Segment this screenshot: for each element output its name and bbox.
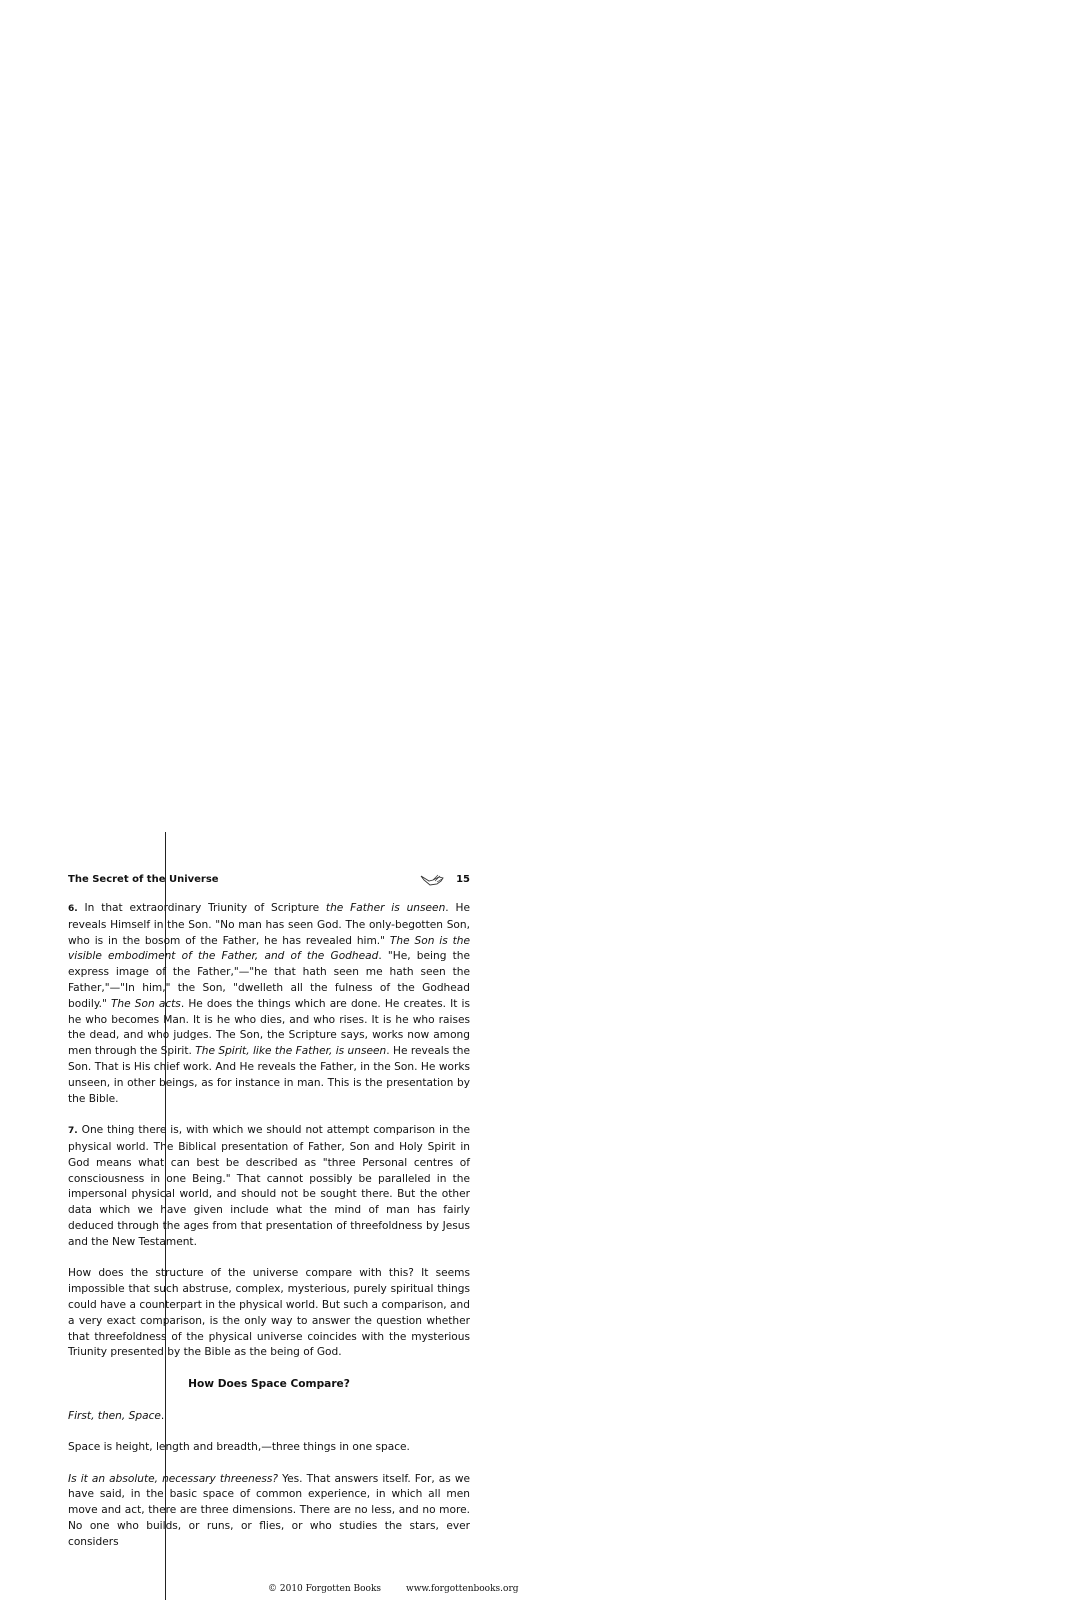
page-footer — [268, 1584, 519, 1596]
text: . He reveals the Son. That is His chief work. And He reveals the Father, in the Son. He works unseen, in other beings, as for instance in man. This is the presentation by the Bible. — [68, 1045, 470, 1105]
publisher-url: www.forgottenbooks.org — [406, 1584, 519, 1594]
italic-text: First, then, Space — [68, 1409, 161, 1422]
text: . — [160, 1409, 165, 1422]
paragraph-10: Space is height, length and breadth,—three things in one space. — [68, 1441, 410, 1454]
page-number: 15 — [456, 874, 470, 885]
page-body — [68, 901, 470, 1566]
book-title: The Secret of the Universe — [68, 874, 219, 885]
paragraph-number: 6. — [68, 904, 78, 914]
text: In that extraordinary Triunity of Scripture — [77, 902, 326, 914]
paragraph-number: 7. — [68, 1126, 78, 1137]
text: . He reveals Himself in the Son. "No man has seen God. The only-begotten Son, who is in the bosom of the Father, he has revealed him." — [68, 902, 470, 947]
text: . He does the things which are done. He creates. It is he who becomes Man. It is he who dies, and who rises. It is he who raises the dead, and who judges. The Son, the Scripture says, works now among men through the Spirit. — [68, 997, 471, 1058]
text: . "He, being the express image of the Father,"—"he that hath seen me hath seen the Father,"—"In him," the Son, "dwelleth all the fulness of the Godhead bodily." — [68, 950, 470, 1010]
copyright-notice: © 2010 Forgotten Books — [268, 1584, 382, 1594]
section-heading: How Does Space Compare? — [188, 1377, 350, 1390]
italic-text: The Son is the visible embodiment of the Father, and of the Godhead — [68, 934, 470, 963]
italic-text: Is it an absolute, necessary threeness? — [68, 1472, 279, 1485]
paragraph-11 — [68, 1472, 470, 1551]
italic-text: The Son acts — [110, 997, 181, 1010]
pointing-hand-icon — [420, 872, 444, 888]
italic-text: the Father is unseen — [325, 902, 446, 914]
paragraph-8: How does the structure of the universe compare with this? It seems impossible that such abstruse, complex, mysterious, purely spiritual things could have a counterpart in the physical world. But such a comparison, and a very exact comparison, is the only way to answer the question whether that threefoldness of the physical universe coincides with the mysterious Triunity presented by the Bible as the being of God. — [68, 1267, 470, 1359]
text: Yes. That answers itself. For, as we have said, in the basic space of common experience, in which all men move and act, there are three dimensions. There are no less, and no more. No one who builds, or runs, or flies, or who studies the stars, ever considers — [68, 1472, 470, 1548]
paragraph-9 — [68, 1409, 470, 1425]
paragraph-6 — [68, 901, 470, 1107]
italic-text: The Spirit, like the Father, is unseen — [195, 1045, 387, 1058]
text: One thing there is, with which we should not attempt comparison in the physical world. The Biblical presentation of Father, Son and Holy Spirit in God means what can best be described as "three Personal centres of consciousness in one Being." That cannot possibly be paralleled in the impersonal physical world, and should not be sought there. But the other data which we have given include what the mind of man has fairly deduced through the ages from that presentation of threefoldness by Jesus and the New Testament. — [68, 1124, 470, 1248]
paragraph-7 — [68, 1123, 470, 1250]
running-header — [68, 874, 470, 888]
